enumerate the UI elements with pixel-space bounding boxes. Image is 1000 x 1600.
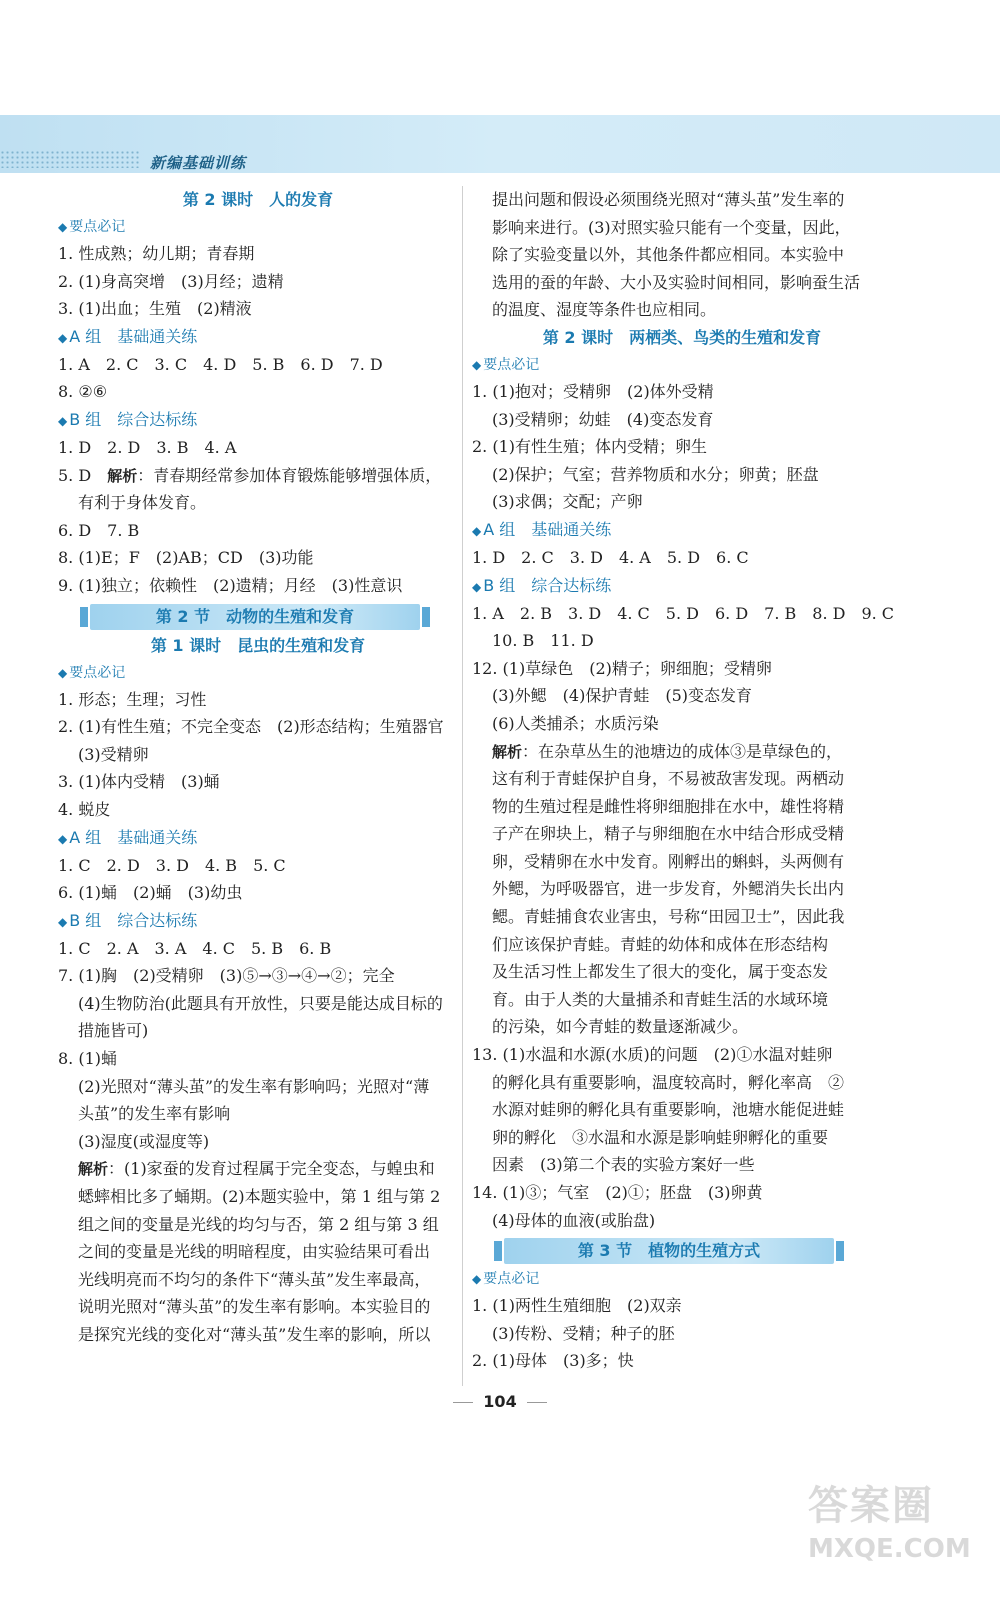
- answer-line: 8. (1)蛹: [58, 1049, 118, 1069]
- column-divider: [462, 186, 463, 1386]
- key-points-label: 要点必记: [483, 1271, 540, 1288]
- answer-line: 措施皆可): [78, 1021, 149, 1041]
- answer-line: (3)求偶；交配；产卵: [492, 492, 643, 512]
- explanation-line: 鳃。青蛙捕食农业害虫，号称“田园卫士”，因此我: [492, 907, 845, 927]
- group-label: A 组 基础通关练: [69, 326, 198, 346]
- key-points-heading: [472, 352, 892, 378]
- answer-line: (4)母体的血液(或胎盘): [492, 1210, 656, 1230]
- watermark-logo: [808, 1480, 978, 1590]
- explanation-line: 除了实验变量以外，其他条件都应相同。本实验中: [492, 245, 845, 265]
- dash-decoration: [527, 1402, 547, 1403]
- answer-line: 3. (1)出血；生殖 (2)精液: [58, 299, 252, 319]
- diamond-icon: ◆: [58, 413, 68, 428]
- explanation-line: 的污染，如今青蛙的数量逐渐减少。: [492, 1017, 749, 1037]
- diamond-icon: ◆: [472, 357, 482, 372]
- answer-line: 3. (1)体内受精 (3)蛹: [58, 772, 220, 792]
- explanation-label: 解析: [78, 1160, 109, 1179]
- group-label: B 组 综合达标练: [483, 575, 612, 595]
- diamond-icon: ◆: [58, 914, 68, 929]
- explanation-line: 影响来进行。(3)对照实验只能有一个变量，因此，: [492, 217, 851, 237]
- answer-line: 13. (1)水温和水源(水质)的问题 (2)①水温对蛙卵: [472, 1045, 833, 1065]
- group-b-heading: [472, 572, 892, 600]
- group-b-heading: [58, 406, 458, 434]
- group-label: A 组 基础通关练: [483, 519, 612, 539]
- section-heading: 第 2 节 动物的生殖和发育: [90, 604, 420, 630]
- explanation-line: 蟋蟀相比多了蛹期。(2)本题实验中，第 1 组与第 2: [78, 1187, 441, 1207]
- answer-line: [58, 462, 458, 490]
- answer-line: 8. (1)E；F (2)AB；CD (3)功能: [58, 548, 314, 568]
- page-number: [0, 1392, 1000, 1411]
- group-a-heading: [58, 323, 458, 351]
- answer-line: 1. 形态；生理；习性: [58, 689, 207, 709]
- answer-line: 6. D 7. B: [58, 520, 140, 540]
- answer-line: 1. A 2. B 3. D 4. C 5. D 6. D 7. B 8. D 9. C: [472, 603, 895, 623]
- diamond-icon: ◆: [58, 831, 68, 846]
- explanation-line: 子产在卵块上，精子与卵细胞在水中结合形成受精: [492, 824, 845, 844]
- answer-line: 14. (1)③；气室 (2)①；胚盘 (3)卵黄: [472, 1183, 763, 1202]
- answer-line: 卵的孵化 ③水温和水源是影响蛙卵孵化的重要: [492, 1127, 829, 1147]
- explanation-line: 之间的变量是光线的明暗程度，由实验结果可看出: [78, 1242, 431, 1262]
- answer-line: 水源对蛙卵的孵化具有重要影响，池塘水能促进蛙: [492, 1100, 845, 1120]
- key-points-label: 要点必记: [69, 664, 126, 681]
- explanation-line: 组之间的变量是光线的均匀与否，第 2 组与第 3 组: [78, 1214, 439, 1234]
- answer-line: 4. 蜕皮: [58, 799, 111, 819]
- answer-line: 1. D 2. D 3. B 4. A: [58, 437, 237, 457]
- page-number-text: 104: [483, 1392, 517, 1411]
- explanation-text: ：在杂草丛生的池塘边的成体③是草绿色的，: [522, 741, 843, 761]
- diamond-icon: ◆: [58, 665, 68, 680]
- answer-line: (2)保护；气室；营养物质和水分；卵黄；胚盘: [492, 464, 819, 484]
- lesson-title: 第 2 课时 两栖类、鸟类的生殖和发育: [542, 327, 822, 347]
- group-label: B 组 综合达标练: [69, 910, 198, 930]
- left-column: [58, 186, 458, 1349]
- explanation-line: 卵，受精卵在水中发育。刚孵出的蝌蚪，头两侧有: [492, 851, 845, 871]
- answer-line: 1. 性成熟；幼儿期；青春期: [58, 244, 255, 263]
- diamond-icon: ◆: [58, 330, 68, 345]
- explanation-line: 选用的蚕的年龄、大小及实验时间相同，影响蚕生活: [492, 272, 861, 292]
- answer-text: 5. D: [58, 465, 108, 485]
- explanation-line: 有利于身体发育。: [78, 493, 207, 513]
- header-dot-pattern: [0, 150, 140, 168]
- explanation-label: 解析: [107, 466, 138, 485]
- answer-line: (3)传粉、受精；种子的胚: [492, 1323, 675, 1343]
- answer-line: (2)光照对“薄头茧”的发生率有影响吗；光照对“薄: [78, 1076, 430, 1096]
- explanation-line: 们应该保护青蛙。青蛙的幼体和成体在形态结构: [492, 934, 829, 954]
- explanation-line: 提出问题和假设必须围绕光照对“薄头茧”发生率的: [492, 190, 845, 209]
- answer-line: 2. (1)母体 (3)多；快: [472, 1351, 634, 1371]
- explanation-line: 说明光照对“薄头茧”的发生率有影响。本实验目的: [78, 1297, 431, 1317]
- lesson-title: 第 2 课时 人的发育: [182, 190, 334, 209]
- explanation-line: 物的生殖过程是雌性将卵细胞排在水中，雄性将精: [492, 796, 845, 816]
- diamond-icon: ◆: [472, 523, 482, 538]
- group-label: B 组 综合达标练: [69, 409, 198, 429]
- answer-line: 1. D 2. C 3. D 4. A 5. D 6. C: [472, 547, 749, 567]
- answer-line: (3)受精卵；幼蛙 (4)变态发育: [492, 409, 714, 429]
- group-a-heading: [472, 516, 892, 544]
- answer-line: (3)湿度(或湿度等): [78, 1131, 210, 1151]
- answer-line: 12. (1)草绿色 (2)精子；卵细胞；受精卵: [472, 658, 772, 678]
- answer-line: 10. B 11. D: [492, 631, 594, 651]
- key-points-heading: [58, 660, 458, 686]
- group-a-heading: [58, 824, 458, 852]
- diamond-icon: ◆: [472, 1272, 482, 1287]
- explanation-line: 这有利于青蛙保护自身，不易被敌害发现。两栖动: [492, 769, 845, 789]
- explanation-line: 及生活习性上都发生了很大的变化，属于变态发: [492, 962, 829, 982]
- answer-line: (6)人类捕杀；水质污染: [492, 713, 659, 733]
- explanation-line: [472, 738, 892, 766]
- explanation-line: [58, 1155, 458, 1183]
- answer-line: (4)生物防治(此题具有开放性，只要是能达成目标的: [78, 993, 443, 1013]
- explanation-text: ：青春期经常参加体育锻炼能够增强体质，: [137, 465, 442, 485]
- watermark-top-text: 答案圈: [808, 1483, 934, 1529]
- answer-line: 2. (1)身高突增 (3)月经；遗精: [58, 271, 284, 291]
- answer-line: 1. C 2. D 3. D 4. B 5. C: [58, 855, 286, 875]
- answer-line: 7. (1)胸 (2)受精卵 (3)⑤→③→④→②；完全: [58, 966, 395, 986]
- answer-line: 头茧”的发生率有影响: [78, 1104, 231, 1124]
- answer-line: (3)受精卵: [78, 744, 149, 764]
- explanation-label: 解析: [492, 742, 523, 761]
- explanation-line: 的温度、湿度等条件也应相同。: [492, 300, 717, 320]
- diamond-icon: ◆: [58, 220, 68, 234]
- answer-line: 2. (1)有性生殖；体内受精；卵生: [472, 437, 708, 457]
- dash-decoration: [453, 1402, 473, 1403]
- answer-line: 的孵化具有重要影响，温度较高时，孵化率高 ②: [492, 1072, 845, 1092]
- right-column: [472, 186, 895, 1375]
- book-title: 新编基础训练: [150, 154, 247, 172]
- answer-line: 因素 (3)第二个表的实验方案好一些: [492, 1155, 755, 1175]
- lesson-title: 第 1 课时 昆虫的生殖和发育: [150, 635, 366, 655]
- answer-line: 1. (1)抱对；受精卵 (2)体外受精: [472, 381, 714, 401]
- key-points-heading: [58, 214, 458, 240]
- key-points-heading: [472, 1266, 892, 1292]
- answer-line: 8. ②⑥: [58, 382, 108, 402]
- answer-line: 9. (1)独立；依赖性 (2)遗精；月经 (3)性意识: [58, 575, 403, 595]
- explanation-line: 光线明亮而不均匀的条件下“薄头茧”发生率最高，: [78, 1269, 431, 1289]
- explanation-text: ：(1)家蚕的发育过程属于完全变态，与蝗虫和: [108, 1159, 435, 1179]
- key-points-label: 要点必记: [483, 356, 540, 373]
- answer-line: (3)外鳃 (4)保护青蛙 (5)变态发育: [492, 686, 752, 706]
- group-label: A 组 基础通关练: [69, 827, 198, 847]
- explanation-line: 外鳃，为呼吸器官，进一步发育，外鳃消失长出内: [492, 879, 845, 899]
- answer-line: 1. (1)两性生殖细胞 (2)双亲: [472, 1296, 682, 1316]
- answer-line: 1. C 2. A 3. A 4. C 5. B 6. B: [58, 938, 332, 958]
- answer-line: 6. (1)蛹 (2)蛹 (3)幼虫: [58, 883, 243, 903]
- diamond-icon: ◆: [472, 579, 482, 594]
- section-heading: 第 3 节 植物的生殖方式: [504, 1238, 834, 1264]
- group-b-heading: [58, 907, 458, 935]
- key-points-label: 要点必记: [69, 219, 126, 235]
- watermark-url-text: MXQE.COM: [808, 1534, 971, 1564]
- answer-line: 1. A 2. C 3. C 4. D 5. B 6. D 7. D: [58, 354, 383, 374]
- explanation-line: 是探究光线的变化对“薄头茧”发生率的影响，所以: [78, 1325, 431, 1344]
- answer-line: 2. (1)有性生殖；不完全变态 (2)形态结构；生殖器官: [58, 717, 444, 737]
- explanation-line: 育。由于人类的大量捕杀和青蛙生活的水域环境: [492, 989, 829, 1009]
